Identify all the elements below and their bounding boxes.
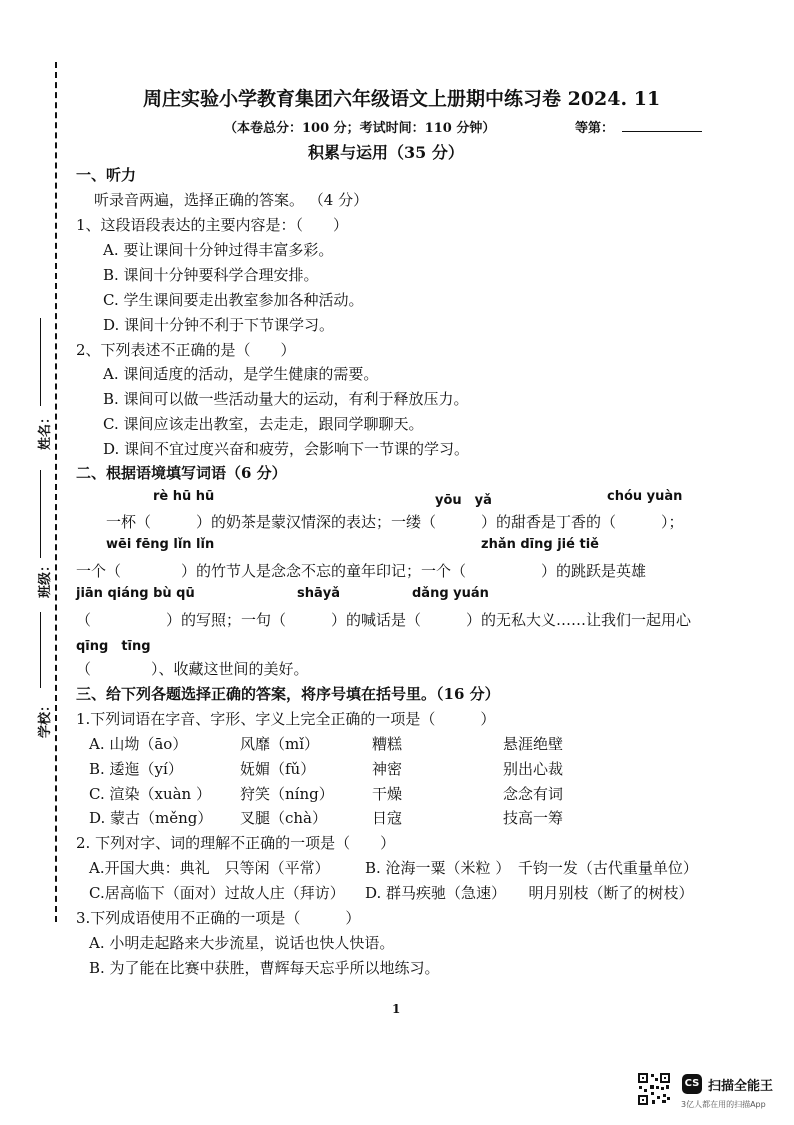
part1-q2-option-c: C. 课间应该走出教室，去走走，跟同学聊聊天。	[103, 415, 424, 433]
pinyin-zhandingjietie: zhǎn dīng jié tiě	[481, 537, 599, 552]
exam-info: （本卷总分：100 分；考试时间：110 分钟）	[224, 121, 496, 136]
scanner-tagline: 3亿人都在用的扫描App	[681, 1100, 766, 1109]
part3-q3-option-a: A. 小明走起路来大步流星，说话也快人快语。	[89, 934, 395, 952]
part3-q2-option-a: A.开国大典：典礼 只等闲（平常）	[89, 859, 330, 877]
school-blank-line	[40, 612, 41, 688]
pinyin-dangyuan: dǎng yuán	[412, 586, 489, 601]
part3-q1-d-3: 日寇	[372, 809, 403, 827]
part1-q2-option-b: B. 课间可以做一些活动量大的运动，有利于释放压力。	[103, 390, 469, 408]
part1-instruction: 听录音两遍，选择正确的答案。 （4 分）	[94, 191, 369, 209]
part2-line4: （ ）、收藏这世间的美好。	[76, 660, 309, 678]
qr-code-icon	[637, 1072, 671, 1106]
part1-q2-option-d: D. 课间不宜过度兴奋和疲劳，会影响下一节课的学习。	[103, 440, 470, 458]
part1-q1-option-c: C. 学生课间要走出教室参加各种活动。	[103, 291, 364, 309]
part3-heading: 三、给下列各题选择正确的答案，将序号填在括号里。（16 分）	[76, 685, 500, 703]
part3-q1-c-2: 狩笑（níng）	[240, 785, 334, 803]
pinyin-qingting: qīng tīng	[76, 639, 151, 654]
part1-q1-option-a: A. 要让课间十分钟过得丰富多彩。	[103, 241, 334, 259]
part3-q1-c-4: 念念有词	[503, 785, 564, 803]
part2-heading: 二、根据语境填写词语（6 分）	[76, 464, 287, 482]
part1-heading: 一、听力	[76, 166, 137, 184]
pinyin-chouyuan: chóu yuàn	[607, 489, 683, 504]
section-title: 积累与运用（35 分）	[308, 143, 464, 162]
part3-q1-b-1: B. 逶迤（yí）	[89, 760, 183, 778]
class-blank-line	[40, 470, 41, 558]
part3-q3-option-b: B. 为了能在比赛中获胜，曹辉每天忘乎所以地练习。	[89, 959, 440, 977]
part3-q1-a-4: 悬涯绝壁	[503, 735, 564, 753]
part3-q1-d-4: 技高一筹	[503, 809, 564, 827]
school-label: 学校：	[38, 698, 53, 738]
pinyin-weifenglinlin: wēi fēng lǐn lǐn	[106, 537, 215, 552]
part3-q1-a-2: 风靡（mǐ）	[240, 735, 320, 753]
pinyin-jianqiangbuqu: jiān qiáng bù qū	[76, 586, 195, 601]
part3-q1-b-4: 别出心裁	[503, 760, 564, 778]
part3-q1-b-3: 神密	[372, 760, 403, 778]
grade-blank-line	[622, 131, 702, 132]
part3-q2-option-b: B. 沧海一粟（米粒 ） 千钧一发（古代重量单位）	[365, 859, 698, 877]
part3-q1-a-3: 糟糕	[372, 735, 403, 753]
part2-line3: （ ）的写照；一句（ ）的喊话是（ ）的无私大义……让我们一起用心	[76, 611, 692, 629]
class-label: 班级：	[38, 558, 53, 598]
part3-q1-c-3: 干燥	[372, 785, 403, 803]
page-title: 周庄实验小学教育集团六年级语文上册期中练习卷 2024. 11	[143, 88, 661, 110]
scanner-logo-icon: CS	[682, 1074, 702, 1094]
grade-label: 等第：	[575, 121, 615, 136]
scanner-app-name: 扫描全能王	[708, 1079, 774, 1094]
part1-q1-option-d: D. 课间十分钟不利于下节课学习。	[103, 316, 335, 334]
part2-line1: 一杯（ ）的奶茶是蒙汉情深的表达；一缕（ ）的甜香是丁香的（ ）；	[106, 513, 684, 531]
part3-q1-d-2: 叉腿（chà）	[240, 809, 328, 827]
part3-q1-c-1: C. 渲染（xuàn ）	[89, 785, 211, 803]
part3-q1-stem: 1.下列词语在字音、字形、字义上完全正确的一项是（ ）	[76, 710, 496, 728]
binding-dashed-line	[55, 62, 57, 922]
page-number: 1	[392, 1002, 401, 1016]
part3-q2-stem: 2. 下列对字、词的理解不正确的一项是（ ）	[76, 834, 396, 852]
part3-q2-option-d: D. 群马疾驰（急速） 明月别枝（断了的树枝）	[365, 884, 694, 902]
part3-q1-b-2: 妩媚（fǔ）	[240, 760, 316, 778]
part1-q1-option-b: B. 课间十分钟要科学合理安排。	[103, 266, 319, 284]
part1-q1-stem: 1、这段语段表达的主要内容是：（ ）	[76, 216, 349, 234]
name-blank-line	[40, 318, 41, 406]
pinyin-rehuhu: rè hū hū	[153, 489, 215, 504]
part2-line2: 一个（ ）的竹节人是念念不忘的童年印记；一个（ ）的跳跃是英雄	[76, 562, 647, 580]
part3-q1-a-1: A. 山坳（āo）	[89, 735, 188, 753]
part3-q3-stem: 3.下列成语使用不正确的一项是（ ）	[76, 909, 361, 927]
part3-q2-option-c: C.居高临下（面对）过故人庄（拜访）	[89, 884, 345, 902]
part3-q1-d-1: D. 蒙古（měng）	[89, 809, 213, 827]
part1-q2-stem: 2、下列表述不正确的是（ ）	[76, 341, 296, 359]
part1-q2-option-a: A. 课间适度的活动，是学生健康的需要。	[103, 365, 379, 383]
pinyin-shaya: shāyǎ	[297, 586, 341, 601]
name-label: 姓名：	[38, 410, 53, 450]
pinyin-youya: yōu yǎ	[435, 493, 492, 508]
